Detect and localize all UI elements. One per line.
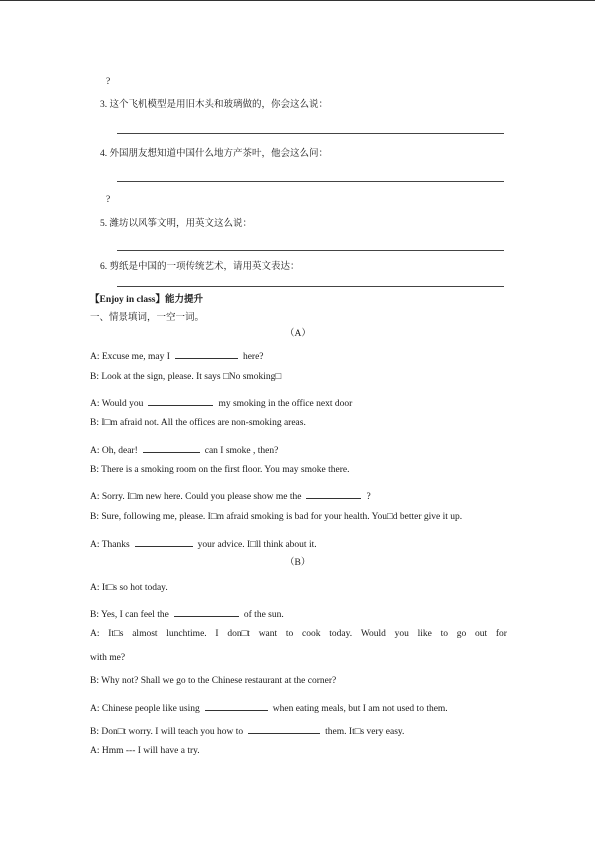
dialog-b-line-4: B: Why not? Shall we go to the Chinese restaurant at the corner? bbox=[90, 676, 337, 686]
question-3 bbox=[100, 101, 328, 111]
answer-line-4[interactable] bbox=[117, 181, 504, 182]
line-text: B: Yes, I can feel the bbox=[90, 610, 169, 620]
dialog-b-line-2 bbox=[90, 607, 284, 621]
line-text: my smoking in the office next door bbox=[218, 399, 353, 409]
answer-line-6[interactable] bbox=[117, 286, 504, 287]
dialog-a-line-2: B: Look at the sign, please. It says □No smoking□ bbox=[90, 372, 282, 382]
line-text: A: Sorry. I□m new here. Could you please show me the bbox=[90, 492, 302, 502]
dialog-a-line-7 bbox=[90, 489, 371, 503]
question-text: 外国朋友想知道中国什么地方产茶叶，他会这么问： bbox=[109, 149, 329, 159]
question-number: 6. bbox=[100, 262, 108, 272]
question-number: 5. bbox=[100, 219, 108, 229]
fill-blank[interactable] bbox=[143, 443, 200, 453]
bracket-open: 【 bbox=[90, 295, 100, 305]
word: It□s bbox=[108, 629, 124, 639]
fill-blank[interactable] bbox=[248, 724, 320, 734]
word: cook bbox=[302, 629, 321, 639]
dialog-a-line-3 bbox=[90, 396, 352, 410]
line-text: here? bbox=[242, 352, 264, 362]
fill-blank[interactable] bbox=[135, 537, 193, 547]
fill-blank[interactable] bbox=[205, 701, 268, 711]
line-text: A: Chinese people like using bbox=[90, 704, 200, 714]
word: to bbox=[285, 629, 294, 639]
word: A: bbox=[90, 629, 100, 639]
part-heading: 一、情景填词，一空一词。 bbox=[90, 313, 205, 323]
dialog-a-label: （A） bbox=[285, 329, 311, 339]
fill-blank[interactable] bbox=[175, 349, 238, 359]
question-5 bbox=[100, 220, 252, 230]
fill-blank[interactable] bbox=[306, 489, 361, 499]
line-text: A: Thanks bbox=[90, 540, 130, 550]
line-text: your advice. I□ll think about it. bbox=[197, 540, 317, 550]
fill-blank[interactable] bbox=[148, 396, 213, 406]
word: lunchtime. bbox=[166, 629, 207, 639]
line-text: can I smoke , then? bbox=[204, 446, 279, 456]
word: go bbox=[456, 629, 467, 639]
section-subtitle: 能力提升 bbox=[165, 295, 204, 305]
dialog-a-line-9 bbox=[90, 537, 317, 551]
line-text: ? bbox=[366, 492, 371, 502]
dialog-b-line-3 bbox=[90, 630, 507, 640]
word: don□t bbox=[227, 629, 250, 639]
page-top-rule bbox=[0, 0, 595, 1]
dialog-b-line-7: A: Hmm --- I will have a try. bbox=[90, 746, 200, 756]
line-text: B: Don□t worry. I will teach you how to bbox=[90, 727, 244, 737]
question-number: 4. bbox=[100, 149, 108, 159]
word: today. bbox=[329, 629, 353, 639]
dialog-b-line-3-cont: with me? bbox=[90, 653, 126, 663]
q4-question-mark: ? bbox=[106, 195, 111, 205]
word: for bbox=[495, 629, 507, 639]
line-text: them. It□s very easy. bbox=[325, 727, 405, 737]
answer-line-5[interactable] bbox=[117, 250, 504, 251]
question-text: 这个飞机模型是用旧木头和玻璃做的，你会这么说： bbox=[109, 100, 329, 110]
word: like bbox=[417, 629, 432, 639]
dialog-a-line-8: B: Sure, following me, please. I□m afraid smoking is bad for your health. You□d better give it up. bbox=[90, 512, 463, 522]
line-text: A: Oh, dear! bbox=[90, 446, 138, 456]
word: you bbox=[394, 629, 409, 639]
question-number: 3. bbox=[100, 100, 108, 110]
dialog-b-label: （B） bbox=[285, 558, 311, 568]
word: I bbox=[215, 629, 219, 639]
line-text: of the sun. bbox=[243, 610, 284, 620]
question-text: 剪纸是中国的一项传统艺术，请用英文表达： bbox=[109, 262, 300, 272]
question-text: 潍坊以风筝文明，用英文这么说： bbox=[109, 219, 253, 229]
section-heading bbox=[90, 296, 203, 306]
word: want bbox=[258, 629, 278, 639]
word: Would bbox=[360, 629, 386, 639]
word: out bbox=[475, 629, 488, 639]
answer-line-3[interactable] bbox=[117, 133, 504, 134]
line-text: A: Would you bbox=[90, 399, 144, 409]
dialog-b-line-1: A: It□s so hot today. bbox=[90, 583, 168, 593]
dialog-a-line-6: B: There is a smoking room on the first floor. You may smoke there. bbox=[90, 465, 350, 475]
line-text: when eating meals, but I am not used to them. bbox=[272, 704, 448, 714]
dialog-a-line-1 bbox=[90, 349, 264, 363]
bracket-close: 】 bbox=[155, 295, 165, 305]
question-6 bbox=[100, 263, 300, 273]
dialog-a-line-4: B: I□m afraid not. All the offices are non-smoking areas. bbox=[90, 418, 306, 428]
section-title: Enjoy in class bbox=[99, 295, 156, 305]
dialog-b-line-5 bbox=[90, 701, 448, 715]
word: almost bbox=[132, 629, 158, 639]
dialog-b-line-6 bbox=[90, 724, 404, 738]
dialog-a-line-5 bbox=[90, 443, 278, 457]
question-4 bbox=[100, 150, 328, 160]
word: to bbox=[440, 629, 449, 639]
line-text: A: Excuse me, may I bbox=[90, 352, 170, 362]
q2-question-mark: ? bbox=[106, 77, 111, 87]
fill-blank[interactable] bbox=[174, 607, 239, 617]
